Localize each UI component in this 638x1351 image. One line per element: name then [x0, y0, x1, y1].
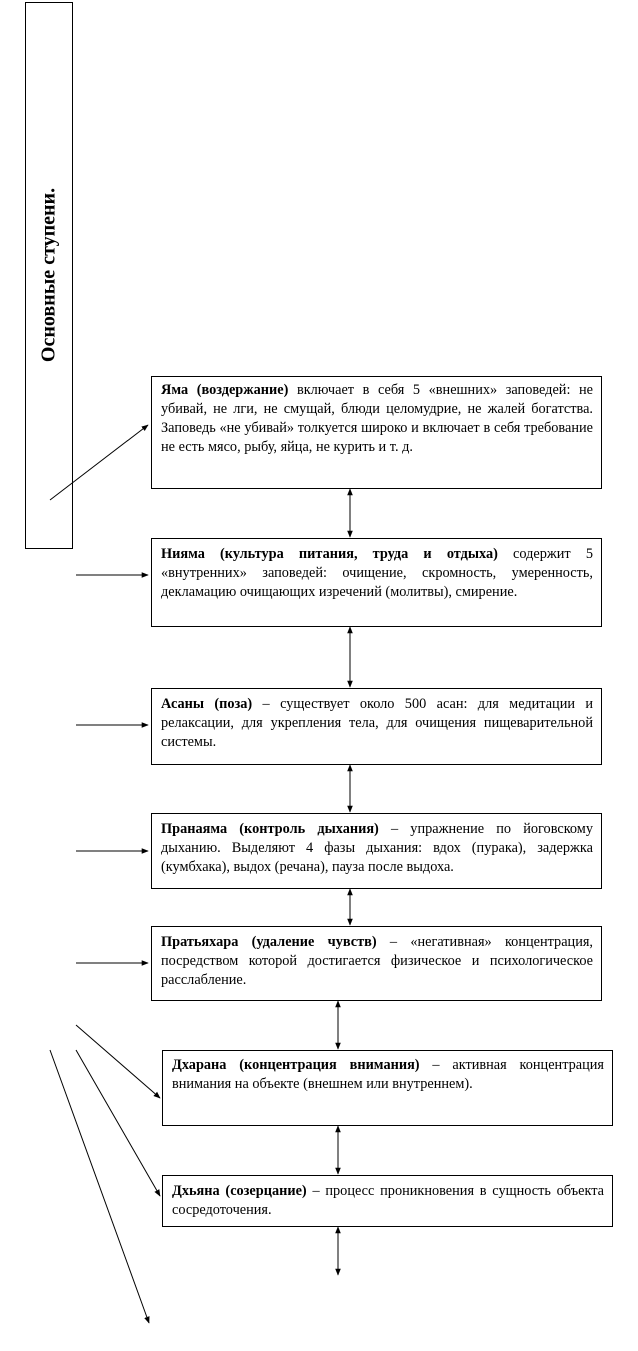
step-pratyahara — [151, 926, 602, 1001]
step-pratyahara-term: Пратьяхара (удаление чувств) — [161, 934, 377, 950]
step-dharana — [162, 1050, 613, 1126]
step-dhyana — [162, 1175, 613, 1227]
step-dharana-term: Дхарана (концентрация внимания) — [172, 1057, 420, 1073]
step-niyama-term: Нияма (культура питания, труда и отдыха) — [161, 546, 498, 562]
step-pranayama-term: Пранаяма (контроль дыхания) — [161, 821, 379, 837]
step-pratyahara-desc: – «негативная» концентрация, посредством которой достигается физическое и психологическое расслабление. — [161, 934, 593, 988]
step-pranayama — [151, 813, 602, 889]
arrow-to-step-1 — [50, 425, 148, 500]
step-dharana-desc: – активная концентрация внимания на объекте (внешнем или внутреннем). — [172, 1057, 604, 1092]
step-asany — [151, 688, 602, 765]
step-niyama — [151, 538, 602, 627]
step-dhyana-term: Дхьяна (созерцание) — [172, 1183, 307, 1199]
step-yama-desc: включает в себя 5 «внешних» заповедей: не убивай, не лги, не смущай, блюди целомудрие, не жалей богатства. Заповедь «не убивай» толкуется широко и включает в себя требование не есть мясо, рыбу, яйца, не курить и т. д. — [161, 382, 594, 455]
step-dhyana-desc: – процесс проникновения в сущность объекта сосредоточения. — [172, 1183, 604, 1218]
step-pranayama-desc: – упражнение по йоговскому дыханию. Выделяют 4 фазы дыхания: вдох (пурака), задержка (кумбхака), выдох (речана), пауза после выдоха. — [161, 821, 594, 875]
step-asany-desc: – существует около 500 асан: для медитации и релаксации, для укрепления тела, для очищения пищеварительной системы. — [161, 696, 593, 750]
arrow-to-step-6 — [76, 1025, 160, 1098]
step-yama-term: Яма (воздержание) — [161, 382, 289, 398]
main-stages-title: Основные ступени. — [37, 187, 60, 363]
arrow-to-step-7 — [76, 1050, 160, 1196]
step-asany-term: Асаны (поза) — [161, 696, 253, 712]
step-yama — [151, 376, 602, 489]
step-niyama-desc: содержит 5 «внутренних» заповедей: очищение, скромность, умеренность, декламацию очищающих изречений (молитвы), смирение. — [161, 546, 593, 600]
